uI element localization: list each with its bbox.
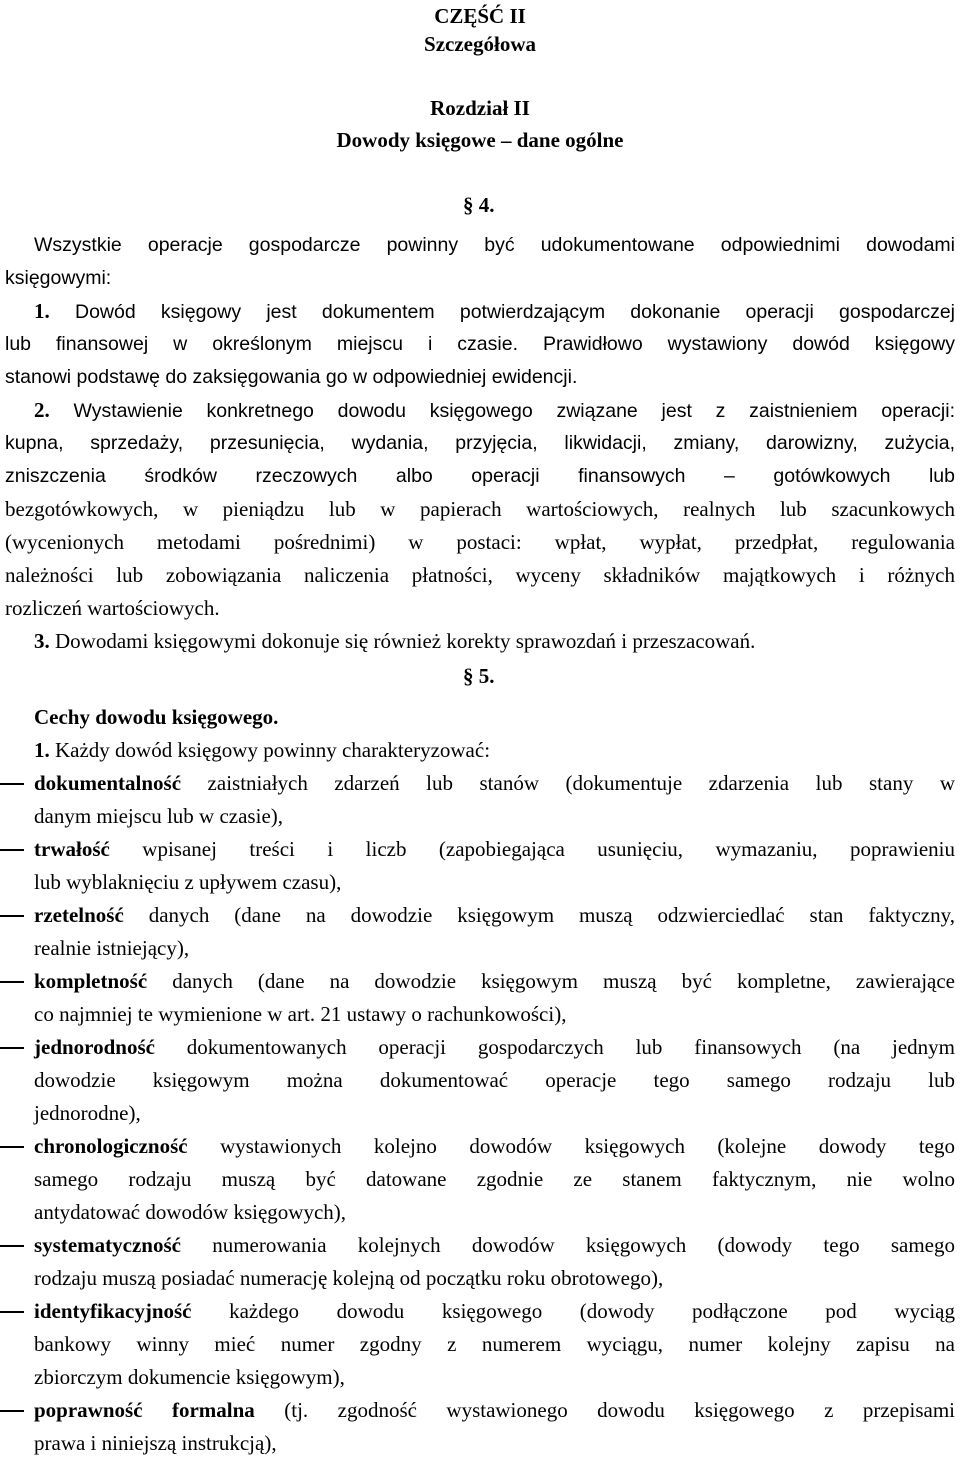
section-4-intro-line: Wszystkie operacje gospodarcze powinny być udokumentowane odpowiednimi dowodami	[34, 234, 955, 256]
part-title: CZĘŚĆ II	[434, 4, 526, 28]
item-term: systematyczność	[34, 1233, 181, 1257]
item-term: jednorodność	[34, 1035, 155, 1059]
list-dash	[0, 783, 24, 785]
item-term: poprawność formalna	[34, 1398, 255, 1422]
list-dash	[0, 1047, 24, 1049]
section-4-point-2-line: należności lub zobowiązania naliczenia płatności, wyceny składników majątkowych i różnych	[5, 563, 955, 587]
section-4-point-2-line: rozliczeń wartościowych.	[5, 596, 220, 620]
section-5-title: Cechy dowodu księgowego.	[34, 705, 279, 729]
section-4-point-2-line: zniszczenia środków rzeczowych albo operacji finansowych – gotówkowych lub	[5, 465, 955, 487]
list-item: jednorodność dokumentowanych operacji gospodarczych lub finansowych (na jednym	[34, 1031, 955, 1064]
list-item-line: realnie istniejący),	[34, 936, 190, 960]
list-item-line: dowodzie księgowym można dokumentować operacje tego samego rodzaju lub	[34, 1068, 955, 1092]
list-dash	[0, 1311, 24, 1313]
list-dash	[0, 1245, 24, 1247]
list-item-line: antydatować dowodów księgowych),	[34, 1200, 347, 1224]
item-term: rzetelność	[34, 903, 124, 927]
list-item-line: samego rodzaju muszą być datowane zgodnie ze stanem faktycznym, nie wolno	[34, 1167, 955, 1191]
item-term: chronologiczność	[34, 1134, 188, 1158]
section-4-point-1-line: lub finansowej w określonym miejscu i czasie. Prawidłowo wystawiony dowód księgowy	[5, 333, 955, 355]
list-item: rzetelność danych (dane na dowodzie księgowym muszą odzwierciedlać stan faktyczny,	[34, 899, 955, 932]
list-item-line: co najmniej te wymienione w art. 21 ustawy o rachunkowości),	[34, 1002, 567, 1026]
item-term: dokumentalność	[34, 771, 182, 795]
item-term: kompletność	[34, 969, 148, 993]
item-term: trwałość	[34, 837, 110, 861]
point-number: 1.	[34, 738, 50, 762]
section-5-point-1-line: 1. Każdy dowód księgowy powinny charakteryzować:	[34, 738, 491, 762]
list-item: systematyczność numerowania kolejnych dowodów księgowych (dowody tego samego	[34, 1229, 955, 1262]
list-item-line: bankowy winny mieć numer zgodny z numerem wyciągu, numer kolejny zapisu na	[34, 1332, 955, 1356]
item-term: identyfikacyjność	[34, 1299, 192, 1323]
list-item-line: lub wyblaknięciu z upływem czasu),	[34, 870, 342, 894]
section-4-heading: § 4.	[463, 193, 495, 217]
list-dash	[0, 1146, 24, 1148]
point-number: 2.	[34, 398, 50, 422]
list-item-line: prawa i niniejszą instrukcją),	[34, 1431, 277, 1455]
list-item: kompletność danych (dane na dowodzie księgowym muszą być kompletne, zawierające	[34, 965, 955, 998]
list-dash	[0, 849, 24, 851]
list-dash	[0, 915, 24, 917]
point-number: 3.	[34, 629, 50, 653]
section-4-point-2-line: 2. Wystawienie konkretnego dowodu księgowego związane jest z zaistnieniem operacji:	[34, 398, 955, 422]
section-4-point-2-line: (wycenionych metodami pośrednimi) w postaci: wpłat, wypłat, przedpłat, regulowania	[5, 530, 955, 554]
section-4-intro-line: księgowymi:	[5, 267, 112, 289]
section-5-heading: § 5.	[463, 664, 495, 688]
section-4-point-3-line: 3. Dowodami księgowymi dokonuje się również korekty sprawozdań i przeszacowań.	[34, 629, 756, 653]
part-subtitle: Szczegółowa	[424, 32, 536, 56]
list-dash	[0, 981, 24, 983]
list-dash	[0, 1410, 24, 1412]
chapter-title: Rozdział II	[430, 96, 530, 120]
list-item: dokumentalność zaistniałych zdarzeń lub stanów (dokumentuje zdarzenia lub stany w	[34, 767, 955, 800]
list-item-line: jednorodne),	[34, 1101, 141, 1125]
list-item: trwałość wpisanej treści i liczb (zapobiegająca usunięciu, wymazaniu, poprawieniu	[34, 833, 955, 866]
chapter-subtitle: Dowody księgowe – dane ogólne	[336, 128, 624, 152]
list-item: identyfikacyjność każdego dowodu księgowego (dowody podłączone pod wyciąg	[34, 1295, 955, 1328]
list-item-line: danym miejscu lub w czasie),	[34, 804, 284, 828]
list-item: chronologiczność wystawionych kolejno dowodów księgowych (kolejne dowody tego	[34, 1130, 955, 1163]
section-4-point-1-line: stanowi podstawę do zaksięgowania go w odpowiedniej ewidencji.	[5, 366, 578, 388]
section-4-point-2-line: bezgotówkowych, w pieniądzu lub w papierach wartościowych, realnych lub szacunkowych	[5, 497, 955, 521]
section-4-point-1-line: 1. Dowód księgowy jest dokumentem potwierdzającym dokonanie operacji gospodarczej	[34, 299, 956, 323]
point-number: 1.	[34, 299, 50, 323]
section-4-point-2-line: kupna, sprzedaży, przesunięcia, wydania, przyjęcia, likwidacji, zmiany, darowizny, zużycia,	[5, 432, 955, 454]
list-item-line: rodzaju muszą posiadać numerację kolejną od początku roku obrotowego),	[34, 1266, 664, 1290]
list-item-line: zbiorczym dokumencie księgowym),	[34, 1365, 345, 1389]
list-item: poprawność formalna (tj. zgodność wystawionego dowodu księgowego z przepisami	[34, 1394, 955, 1427]
